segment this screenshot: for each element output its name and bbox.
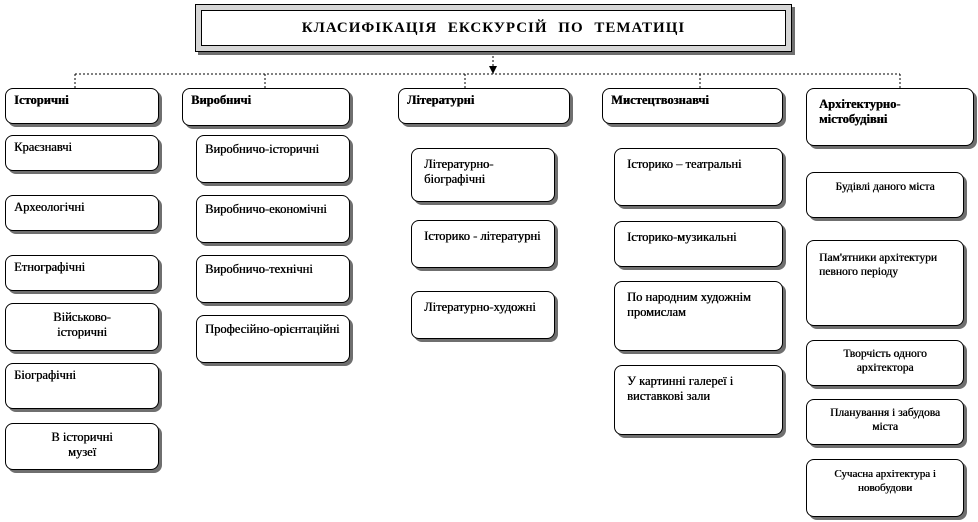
category-art: Мистецтвознавчі: [602, 88, 783, 124]
subcategory-box: Етнографічні: [5, 255, 159, 291]
category-literary: Літературні: [398, 88, 570, 124]
subcategory-box: В історичні музеї: [5, 423, 159, 470]
subcategory-box: Історико - літературні: [411, 220, 555, 268]
subcategory-box: Виробничо-історичні: [196, 135, 350, 183]
arrow-head: [489, 66, 497, 74]
subcategory-box: У картинні галереї і виставкові зали: [614, 365, 783, 435]
subcategory-box: Сучасна архітектура і новобудови: [806, 459, 964, 517]
subcategory-box: Літературно-художні: [411, 291, 555, 339]
category-architectural: Архітектурно-містобудівні: [806, 88, 974, 146]
subcategory-box: Літературно-біографічні: [411, 148, 555, 202]
title-frame: [195, 4, 792, 52]
subcategory-box: Краєзнавчі: [5, 135, 159, 171]
subcategory-box: По народним художнім промислам: [614, 281, 783, 351]
subcategory-box: Історико – театральні: [614, 148, 783, 206]
category-industrial: Виробничі: [182, 88, 350, 126]
subcategory-box: Виробничо-технічні: [196, 255, 350, 303]
subcategory-box: Археологічні: [5, 195, 159, 231]
subcategory-box: Біографічні: [5, 363, 159, 409]
diagram-title: КЛАСИФІКАЦІЯ ЕКСКУРСІЙ ПО ТЕМАТИЦІ: [201, 10, 786, 46]
subcategory-box: Творчість одного архітектора: [806, 340, 964, 386]
subcategory-box: Виробничо-економічні: [196, 195, 350, 243]
subcategory-box: Пам'ятники архітектури певного періоду: [806, 240, 964, 326]
subcategory-box: Професійно-орієнтаційні: [196, 315, 350, 363]
subcategory-box: Історико-музикальні: [614, 221, 783, 267]
subcategory-box: Будівлі даного міста: [806, 172, 964, 218]
category-historical: Історичні: [5, 88, 159, 124]
subcategory-box: Планування і забудова міста: [806, 399, 964, 445]
subcategory-box: Військово-історичні: [5, 303, 159, 351]
